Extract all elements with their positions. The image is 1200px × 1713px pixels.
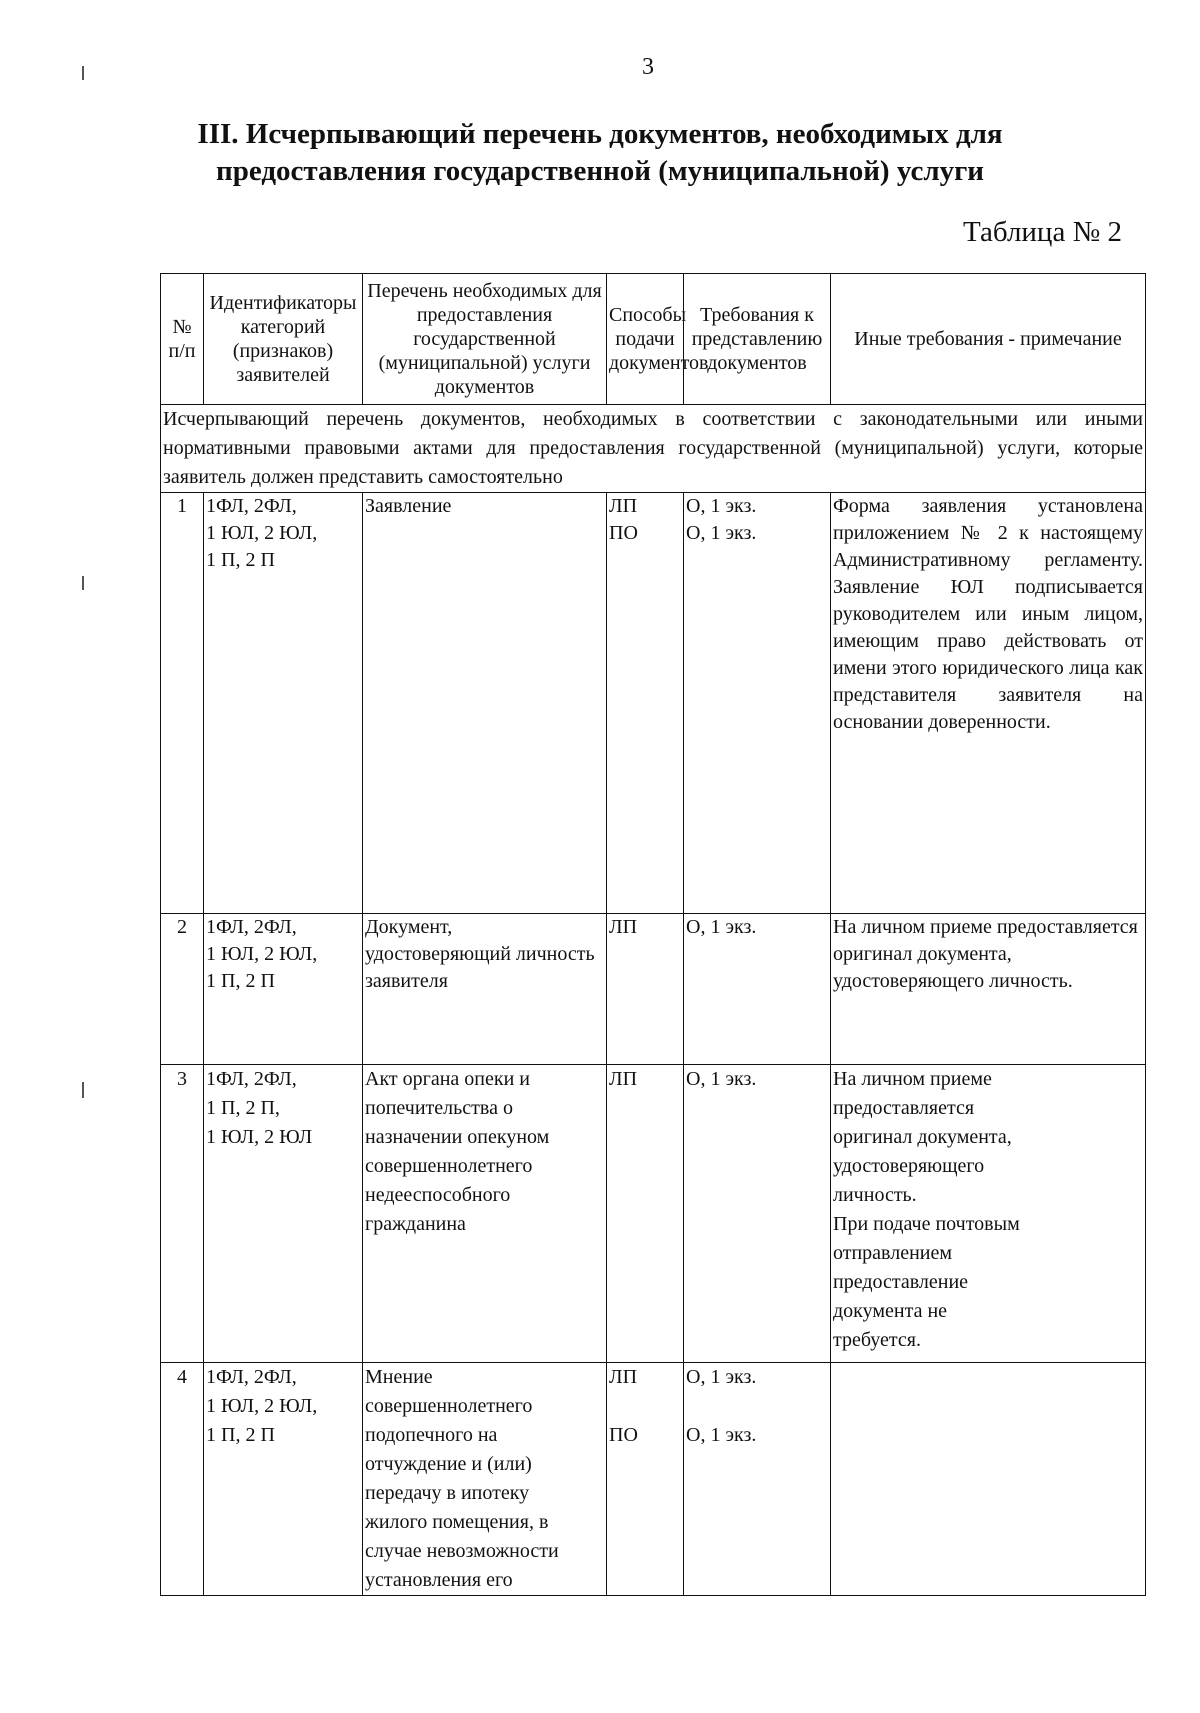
method-line: ПО — [609, 1424, 638, 1446]
row-methods — [607, 914, 684, 1065]
method-line: ЛП — [609, 916, 638, 938]
row-methods — [607, 1363, 684, 1596]
header-documents: Перечень необходимых для предоставления государственной (муниципальной) услуги документов — [363, 274, 607, 405]
other-line: предоставляется — [833, 1097, 975, 1119]
document-line: совершеннолетнего — [365, 1155, 533, 1177]
identifier-line: 1ФЛ, 2ФЛ, — [206, 1366, 297, 1388]
other-line: удостоверяющего — [833, 1155, 985, 1177]
title-line-1: III. Исчерпывающий перечень документов, необходимых для — [197, 118, 1003, 150]
other-line: На личном приеме — [833, 1068, 992, 1090]
other-line: личность. — [833, 1184, 917, 1206]
identifier-line: 1 ЮЛ, 2 ЮЛ, — [206, 1395, 318, 1417]
row-identifiers — [204, 1363, 363, 1596]
title-line-2: предоставления государственной (муниципальной) услуги — [216, 155, 984, 187]
row-other — [831, 1363, 1146, 1596]
table-row — [161, 914, 1146, 1065]
row-document — [363, 1065, 607, 1363]
other-line: предоставление — [833, 1271, 969, 1293]
other-line: оригинал документа, — [833, 1126, 1012, 1148]
document-line: случае невозможности — [365, 1540, 559, 1562]
identifier-line: 1 ЮЛ, 2 ЮЛ, — [206, 943, 318, 965]
identifier-line: 1ФЛ, 2ФЛ, — [206, 495, 297, 517]
requirement-line: О, 1 экз. — [686, 522, 757, 544]
requirement-line — [686, 1392, 828, 1421]
table-row — [161, 493, 1146, 914]
header-requirements: Требования к представлению документов — [684, 274, 831, 405]
row-other: Форма заявления установлена приложением № 2 к настоящему Административному регламенту. Заявление ЮЛ подписывается руководителем или иным лицом, имеющим право действовать от имени этого юридического лица как представителя заявителя на основании доверенности. — [831, 493, 1146, 914]
row-num: 2 — [161, 914, 204, 1065]
method-line: ЛП — [609, 1366, 638, 1388]
document-line: Документ, — [365, 916, 453, 938]
method-line — [609, 1392, 681, 1421]
requirement-line: О, 1 экз. — [686, 1366, 757, 1388]
row-requirements — [684, 914, 831, 1065]
document-line: подопечного на — [365, 1424, 498, 1446]
other-line: При подаче почтовым — [833, 1213, 1020, 1235]
identifier-line: 1ФЛ, 2ФЛ, — [206, 916, 297, 938]
margin-mark — [82, 66, 84, 80]
document-line: попечительства о — [365, 1097, 513, 1119]
row-document — [363, 914, 607, 1065]
row-identifiers — [204, 493, 363, 914]
table-row — [161, 1363, 1146, 1596]
page-number: 3 — [642, 54, 654, 80]
document-line: гражданина — [365, 1213, 466, 1235]
row-methods — [607, 493, 684, 914]
method-line: ЛП — [609, 1068, 638, 1090]
document-line: установления его — [365, 1569, 513, 1591]
document-line: Заявление — [365, 495, 452, 517]
identifier-line: 1 ЮЛ, 2 ЮЛ, — [206, 522, 318, 544]
table-row — [161, 1065, 1146, 1363]
document-line: передачу в ипотеку — [365, 1482, 530, 1504]
document-line: заявителя — [365, 970, 448, 992]
requirement-line: О, 1 экз. — [686, 1424, 757, 1446]
document-line: отчуждение и (или) — [365, 1453, 532, 1475]
other-line: документа не — [833, 1300, 948, 1322]
method-line: ЛП — [609, 495, 638, 517]
margin-mark — [82, 576, 84, 590]
document-line: Мнение — [365, 1366, 433, 1388]
header-num: № п/п — [161, 274, 204, 405]
header-identifiers: Идентификаторы категорий (признаков) заявителей — [204, 274, 363, 405]
requirement-line: О, 1 экз. — [686, 495, 757, 517]
row-other: На личном приеме предоставляется оригинал документа, удостоверяющего личность. — [831, 914, 1146, 1065]
document-line: Акт органа опеки и — [365, 1068, 530, 1090]
identifier-line: 1 П, 2 П — [206, 1424, 275, 1446]
row-document — [363, 493, 607, 914]
header-other: Иные требования - примечание — [831, 274, 1146, 405]
document-line: назначении опекуном — [365, 1126, 550, 1148]
row-num: 1 — [161, 493, 204, 914]
identifier-line: 1ФЛ, 2ФЛ, — [206, 1068, 297, 1090]
row-requirements — [684, 1065, 831, 1363]
row-requirements — [684, 1363, 831, 1596]
identifier-line: 1 П, 2 П, — [206, 1097, 280, 1119]
section-text: Исчерпывающий перечень документов, необходимых в соответствии с законодательными или иными нормативными правовыми актами для предоставления государственной (муниципальной) услуги, которые заявитель должен представить самостоятельно — [161, 405, 1146, 493]
row-requirements — [684, 493, 831, 914]
row-num: 4 — [161, 1363, 204, 1596]
requirement-line: О, 1 экз. — [686, 916, 757, 938]
identifier-line: 1 ЮЛ, 2 ЮЛ — [206, 1126, 313, 1148]
header-methods: Способы подачи документов — [607, 274, 684, 405]
document-line: совершеннолетнего — [365, 1395, 533, 1417]
row-document — [363, 1363, 607, 1596]
row-methods — [607, 1065, 684, 1363]
document-line: недееспособного — [365, 1184, 511, 1206]
header-row — [161, 274, 1146, 405]
row-identifiers — [204, 914, 363, 1065]
row-other — [831, 1065, 1146, 1363]
document-line: удостоверяющий личность — [365, 943, 595, 965]
identifier-line: 1 П, 2 П — [206, 970, 275, 992]
method-line: ПО — [609, 522, 638, 544]
other-line: требуется. — [833, 1329, 921, 1351]
margin-mark — [82, 1082, 84, 1098]
identifier-line: 1 П, 2 П — [206, 549, 275, 571]
document-title — [0, 116, 1200, 190]
row-num: 3 — [161, 1065, 204, 1363]
other-line: отправлением — [833, 1242, 953, 1264]
table-label: Таблица № 2 — [963, 216, 1122, 248]
document-line: жилого помещения, в — [365, 1511, 549, 1533]
requirement-line: О, 1 экз. — [686, 1068, 757, 1090]
section-row — [161, 405, 1146, 493]
row-identifiers — [204, 1065, 363, 1363]
documents-table — [160, 273, 1146, 1596]
